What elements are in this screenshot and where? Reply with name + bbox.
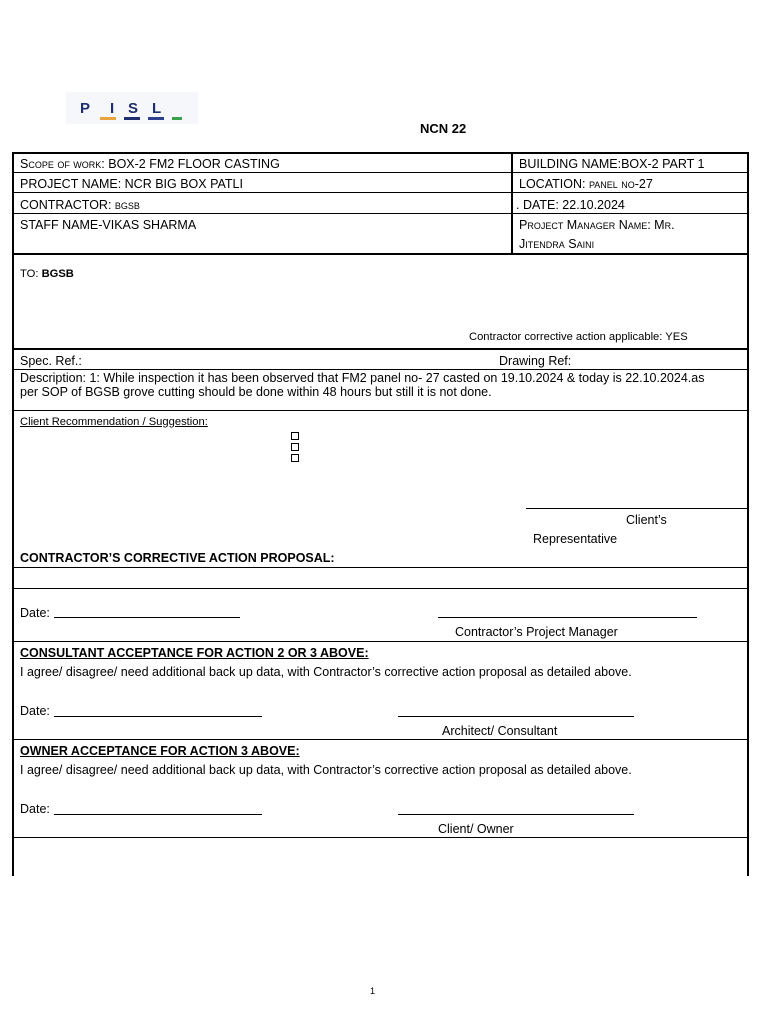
clients-rep-line-2: Representative	[533, 532, 618, 546]
description-line-1: Description: 1: While inspection it has been observed that FM2 panel no- 27 casted on 19.10.2024 & today is 22.10.2024.as	[20, 371, 705, 385]
contractor-date-label: Date:	[20, 606, 50, 620]
logo-bar-green	[172, 117, 182, 120]
row-line	[12, 369, 749, 370]
company-logo	[66, 92, 198, 124]
row-line	[12, 253, 749, 255]
row-line	[12, 172, 749, 173]
consultant-agree-text: I agree/ disagree/ need additional back up data, with Contractor’s corrective action proposal as detailed above.	[20, 665, 632, 679]
contractor-pm-signature-line	[438, 617, 697, 618]
owner-date-line	[54, 814, 262, 815]
contractor-value: bgsb	[114, 198, 140, 212]
scope-value: BOX-2 FM2 FLOOR CASTING	[108, 157, 280, 171]
logo-bar-blue	[148, 117, 164, 120]
contractor-date-line	[54, 617, 240, 618]
scope-label: Scope of work:	[20, 157, 105, 171]
row-line	[12, 567, 749, 568]
logo-letter-s: S	[128, 100, 139, 117]
consultant-date-label: Date:	[20, 704, 50, 718]
logo-bar-navy	[124, 117, 140, 120]
contractor-proposal-heading: CONTRACTOR’S CORRECTIVE ACTION PROPOSAL:	[20, 551, 335, 565]
scope-of-work	[20, 157, 280, 171]
date-field: . DATE: 22.10.2024	[516, 198, 625, 212]
logo-letter-p: P	[80, 100, 91, 117]
row-line	[12, 348, 749, 350]
document-title: NCN 22	[420, 121, 467, 136]
architect-signature-line	[398, 716, 634, 717]
contractor	[20, 198, 140, 212]
frame-left	[12, 152, 14, 876]
spec-ref: Spec. Ref.:	[20, 354, 82, 368]
consultant-date-line	[54, 716, 262, 717]
project-name: PROJECT NAME: NCR BIG BOX PATLI	[20, 177, 243, 191]
contractor-pm-label: Contractor’s Project Manager	[455, 625, 618, 639]
row-line	[12, 192, 749, 193]
row-line	[12, 410, 749, 411]
header-divider	[511, 152, 513, 254]
logo-letter-l: L	[152, 100, 162, 117]
owner-agree-text: I agree/ disagree/ need additional back up data, with Contractor’s corrective action proposal as detailed above.	[20, 763, 632, 777]
location-value: panel no-27	[588, 177, 653, 191]
page-number: 1	[370, 986, 376, 996]
row-line	[12, 739, 749, 740]
owner-heading: OWNER ACCEPTANCE FOR ACTION 3 ABOVE:	[20, 744, 300, 758]
row-line	[12, 588, 749, 589]
architect-label: Architect/ Consultant	[442, 724, 558, 738]
drawing-ref: Drawing Ref:	[499, 354, 572, 368]
consultant-heading: CONSULTANT ACCEPTANCE FOR ACTION 2 OR 3 ABOVE:	[20, 646, 369, 660]
to-value: BGSB	[41, 268, 74, 280]
row-line	[12, 837, 749, 838]
owner-date-label: Date:	[20, 802, 50, 816]
client-signature-line	[526, 508, 747, 509]
client-owner-signature-line	[398, 814, 634, 815]
staff-name: STAFF NAME-VIKAS SHARMA	[20, 218, 197, 232]
project-manager-line2: Jitendra Saini	[519, 237, 595, 251]
client-owner-label: Client/ Owner	[438, 822, 514, 836]
project-manager-line1: Project Manager Name: Mr.	[519, 218, 675, 232]
clients-rep-line-1: Client’s	[626, 513, 667, 527]
checkbox-1[interactable]	[291, 432, 299, 440]
frame-right	[747, 152, 749, 876]
building-name: BUILDING NAME:BOX-2 PART 1	[519, 157, 705, 171]
location	[519, 177, 653, 191]
row-line	[12, 213, 749, 214]
corrective-action-applicable: Contractor corrective action applicable: YES	[469, 331, 688, 343]
frame-top	[12, 152, 749, 154]
contractor-label: CONTRACTOR:	[20, 198, 112, 212]
checkbox-2[interactable]	[291, 443, 299, 451]
location-label: LOCATION:	[519, 177, 586, 191]
to-field	[20, 268, 74, 280]
row-line	[12, 641, 749, 642]
client-recommendation-label: Client Recommendation / Suggestion:	[20, 416, 208, 428]
checkbox-3[interactable]	[291, 454, 299, 462]
logo-letter-i: I	[110, 100, 115, 117]
description-line-2: per SOP of BGSB grove cutting should be done within 48 hours but still it is not done.	[20, 385, 492, 399]
logo-bar-orange	[100, 117, 116, 120]
to-label: TO:	[20, 268, 39, 280]
